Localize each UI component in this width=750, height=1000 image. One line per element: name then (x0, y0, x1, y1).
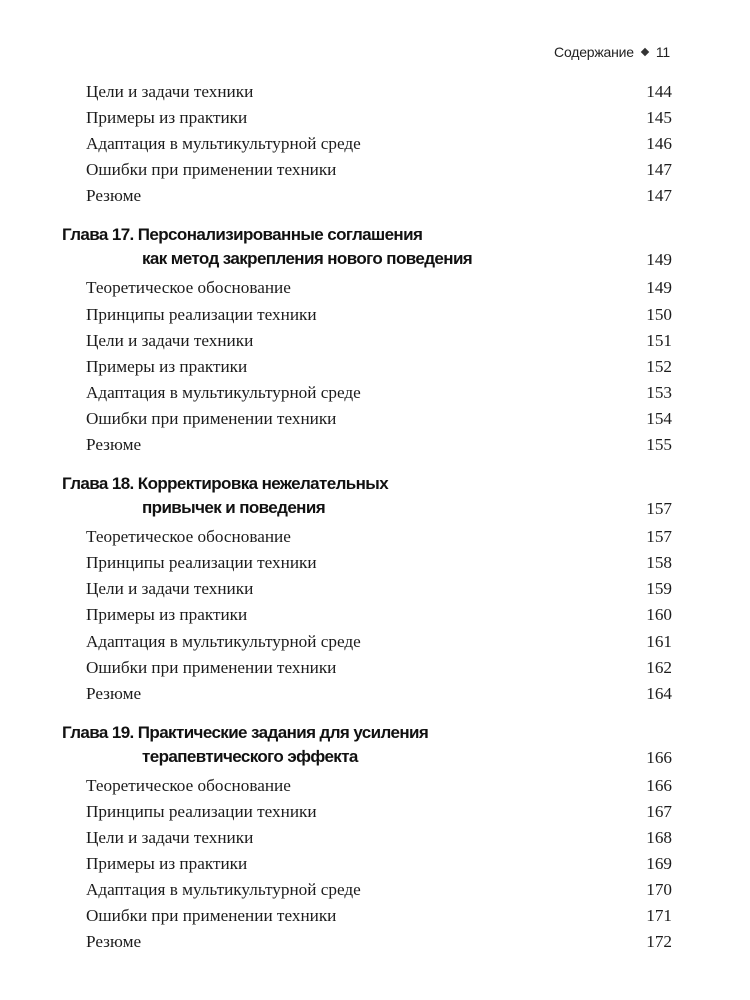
toc-entry-page: 149 (646, 278, 672, 298)
toc-entry-title: Ошибки при применении техники (86, 906, 337, 926)
toc-entry-page: 146 (646, 134, 672, 154)
toc-entry-page: 160 (646, 605, 672, 625)
toc-entry-page: 152 (646, 356, 672, 376)
toc-entry-page: 144 (646, 82, 672, 101)
toc-entry (62, 681, 672, 707)
chapter-section (62, 472, 672, 707)
toc-entry-title: Примеры из практики (86, 605, 248, 625)
toc-entry-page: 171 (646, 906, 672, 926)
toc-entry-title: Резюме (86, 435, 142, 455)
toc-entry-page: 154 (646, 408, 672, 428)
chapter-title-line1: Глава 17. Персонализированные соглашения (62, 225, 423, 245)
chapter-title-line2: как метод закрепления нового поведения (142, 249, 473, 269)
toc-entry (62, 524, 672, 550)
diamond-separator-icon (641, 48, 649, 56)
toc-entry-title: Резюме (86, 186, 142, 206)
chapter-title-line1: Глава 18. Корректировка нежелательных (62, 474, 389, 494)
toc-entry (62, 602, 672, 628)
toc-entry-title: Цели и задачи техники (86, 827, 254, 847)
toc-entry (62, 655, 672, 681)
toc-entry (62, 328, 672, 354)
toc-entry-page: 170 (646, 880, 672, 900)
chapter-page: 149 (646, 250, 672, 270)
toc-entry (62, 432, 672, 458)
toc-entry (62, 406, 672, 432)
toc-entry-title: Резюме (86, 932, 142, 952)
toc-entry-page: 157 (646, 527, 672, 547)
toc-entry-title: Цели и задачи техники (86, 579, 254, 599)
toc-entry-page: 151 (646, 330, 672, 350)
toc-entry-page: 168 (646, 827, 672, 847)
chapter-heading (62, 472, 672, 520)
table-of-contents (62, 79, 672, 961)
toc-entry (62, 825, 672, 851)
toc-entry (62, 799, 672, 825)
toc-entry (62, 275, 672, 301)
toc-entry-title: Принципы реализации техники (86, 553, 317, 573)
toc-entry (62, 131, 672, 157)
toc-entry (62, 929, 672, 955)
toc-entry-page: 161 (646, 631, 672, 651)
running-header-title: Содержание (554, 44, 634, 60)
toc-entry-page: 159 (646, 579, 672, 599)
toc-entry-title: Ошибки при применении техники (86, 160, 337, 180)
toc-entry-title: Адаптация в мультикультурной среде (86, 880, 361, 900)
toc-entry-title: Цели и задачи техники (86, 82, 254, 101)
toc-entry (62, 79, 672, 105)
toc-entry-page: 166 (646, 775, 672, 795)
toc-entry-page: 162 (646, 657, 672, 677)
toc-entry (62, 380, 672, 406)
toc-entry-title: Резюме (86, 683, 142, 703)
toc-entry (62, 105, 672, 131)
toc-entry-title: Теоретическое обоснование (86, 278, 291, 298)
toc-entry-page: 164 (646, 683, 672, 703)
toc-entry (62, 157, 672, 183)
toc-entry-title: Примеры из практики (86, 108, 248, 128)
chapter-heading (62, 721, 672, 769)
toc-entry (62, 851, 672, 877)
running-header (554, 44, 670, 60)
toc-entry-page: 145 (646, 108, 672, 128)
toc-entry (62, 576, 672, 602)
toc-entry (62, 354, 672, 380)
chapter-page: 166 (646, 747, 672, 767)
toc-entry-title: Теоретическое обоснование (86, 775, 291, 795)
chapter-section (62, 223, 672, 458)
toc-entry (62, 302, 672, 328)
toc-entry (62, 183, 672, 209)
toc-entry (62, 550, 672, 576)
toc-entry-title: Ошибки при применении техники (86, 408, 337, 428)
toc-entry (62, 903, 672, 929)
toc-entry-page: 147 (646, 160, 672, 180)
toc-entry-title: Принципы реализации техники (86, 304, 317, 324)
toc-entry (62, 877, 672, 903)
toc-entry-title: Теоретическое обоснование (86, 527, 291, 547)
toc-entry-title: Адаптация в мультикультурной среде (86, 382, 361, 402)
toc-entry-page: 147 (646, 186, 672, 206)
toc-entry-title: Примеры из практики (86, 854, 248, 874)
chapter-title-line2: терапевтического эффекта (142, 746, 358, 766)
chapter-heading (62, 223, 672, 271)
toc-entry-title: Ошибки при применении техники (86, 657, 337, 677)
chapter-title-line1: Глава 19. Практические задания для усиления (62, 722, 429, 742)
toc-entry (62, 629, 672, 655)
toc-entry-title: Адаптация в мультикультурной среде (86, 134, 361, 154)
toc-entry-page: 155 (646, 435, 672, 455)
toc-entry-title: Примеры из практики (86, 356, 248, 376)
toc-entry-page: 150 (646, 304, 672, 324)
toc-entry-title: Принципы реализации техники (86, 801, 317, 821)
toc-entry-page: 169 (646, 854, 672, 874)
chapter-section (62, 721, 672, 956)
toc-entry-page: 167 (646, 801, 672, 821)
toc-entry-page: 158 (646, 553, 672, 573)
toc-entry-title: Адаптация в мультикультурной среде (86, 631, 361, 651)
toc-entry-page: 172 (646, 932, 672, 952)
toc-entry (62, 773, 672, 799)
toc-entry-page: 153 (646, 382, 672, 402)
chapter-title-line2: привычек и поведения (142, 498, 326, 518)
page-number: 11 (655, 44, 670, 60)
chapter-page: 157 (646, 499, 672, 519)
leading-entries (62, 79, 672, 209)
toc-entry-title: Цели и задачи техники (86, 330, 254, 350)
